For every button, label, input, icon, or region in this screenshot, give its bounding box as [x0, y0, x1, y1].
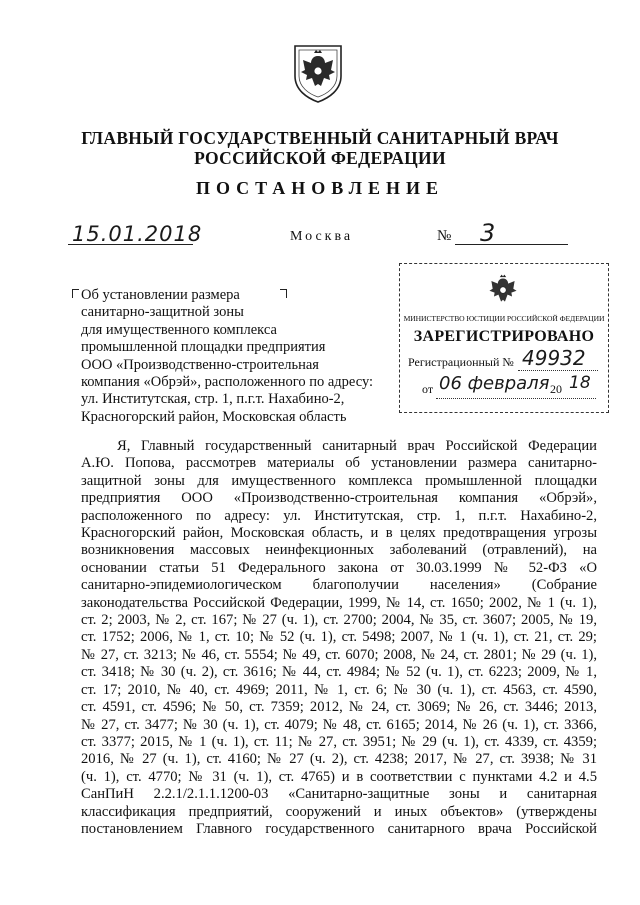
body-line: СанПиН 2.2.1/2.1.1.1200-03 «Санитарно-защитные зоны и санитарная — [81, 786, 597, 803]
body-line: № 27, ст. 3477; № 30 (ч. 1), ст. 4079; № 48, ст. 6165; 2014, № 26 (ч. 1), ст. 3366, — [81, 716, 597, 733]
document-date: 15.01.2018 — [72, 222, 203, 246]
document-number: 3 — [480, 219, 496, 247]
body-line: А.Ю. Попова, рассмотрев материалы об установлении размера санитарно- — [81, 455, 597, 472]
subject-line: санитарно-защитной зоны — [81, 304, 244, 321]
body-line: возникновения массовых неинфекционных заболеваний (отравлений), на — [81, 542, 597, 559]
body-line: 2016, № 27 (ч. 1), ст. 4160; № 27 (ч. 2), ст. 4238; 2017, № 27, ст. 3938; № 31 — [81, 751, 597, 768]
stamp-from-label: от — [422, 382, 434, 396]
body-line: классификация предприятий, сооружений и иных объектов» (утверждены — [81, 803, 597, 820]
subject-bracket-left — [72, 289, 79, 298]
body-line: № 27, ст. 3213; № 46, ст. 5554; № 49, ст. 6070; 2008, № 24, ст. 2801; № 29 (ч. 1), — [81, 646, 597, 663]
document-subject — [81, 287, 401, 426]
date-underline — [68, 244, 193, 245]
stamp-reg-number: 49932 — [522, 346, 586, 370]
issuer-title-line1: ГЛАВНЫЙ ГОСУДАРСТВЕННЫЙ САНИТАРНЫЙ ВРАЧ — [81, 128, 559, 148]
document-city: Москва — [290, 229, 354, 244]
stamp-year: 18 — [569, 373, 591, 393]
registration-stamp — [399, 263, 609, 413]
body-line: ст. 3418; № 30 (ч. 2), ст. 3616; № 44, ст. 4984; № 52 (ч. 1), ст. 6223; 2009, № 1, — [81, 664, 597, 681]
body-line: ст. 17; 2010, № 40, ст. 4969; 2011, № 1, ст. 6; № 30 (ч. 1), ст. 4563, ст. 4590, — [81, 681, 597, 698]
subject-line: Красногорский район, Московская область — [81, 408, 347, 425]
body-line: законодательства Российской Федерации, 1999, № 14, ст. 1650; 2002, № 1 (ч. 1), — [81, 594, 597, 611]
body-paragraph — [81, 438, 597, 838]
body-line: ст. 2; 2003, № 2, ст. 167; № 27 (ч. 1), ст. 2700; 2004, № 35, ст. 3607; 2005, № 19, — [81, 612, 597, 629]
number-underline — [455, 244, 568, 245]
body-line: (ч. 1), ст. 4770; № 31 (ч. 1), ст. 4765) и в соответствии с пунктами 4.2 и 4.5 — [81, 768, 597, 785]
russian-coat-of-arms-icon — [484, 272, 522, 312]
stamp-registered: ЗАРЕГИСТРИРОВАНО — [413, 328, 595, 345]
body-line: расположенного по адресу: ул. Институтская, стр. 1, п.г.т. Нахабино-2, — [81, 507, 597, 524]
subject-line: компания «Обрэй», расположенного по адресу: — [81, 374, 374, 391]
body-line: санитарно-эпидемиологическом благополучии населения» (Собрание — [81, 577, 597, 594]
stamp-reg-underline — [518, 370, 598, 371]
subject-line: промышленной площадки предприятия — [81, 339, 326, 356]
russian-coat-of-arms-icon — [289, 42, 347, 104]
number-label: № — [437, 228, 452, 244]
body-line: основании статьи 51 Федерального закона от 30.03.1999 № 52-ФЗ «О — [81, 559, 597, 576]
body-line: ст. 4591, ст. 4596; № 50, ст. 7359; 2012, № 24, ст. 3069; № 26, ст. 3446; 2013, — [81, 699, 597, 716]
body-line: защитной зоны для имущественного комплекса промышленной площадки — [81, 472, 597, 489]
body-line: постановлением Главного государственного санитарного врача Российской — [81, 820, 597, 837]
stamp-year-prefix: 20 — [550, 382, 562, 396]
document-type: ПОСТАНОВЛЕНИЕ — [195, 178, 445, 198]
body-line: ст. 3377; 2015, № 1 (ч. 1), ст. 11; № 27, ст. 3951; № 29 (ч. 1), ст. 4339, ст. 4359; — [81, 733, 597, 750]
stamp-reg-label: Регистрационный № — [408, 355, 514, 369]
body-line: ст. 1752; 2006, № 1, ст. 10; № 52 (ч. 1), ст. 5498; 2007, № 1 (ч. 1), ст. 21, ст. 29; — [81, 629, 597, 646]
issuer-title-line2: РОССИЙСКОЙ ФЕДЕРАЦИИ — [194, 148, 446, 168]
subject-line: Об установлении размера — [81, 287, 240, 303]
stamp-date-underline — [436, 398, 596, 399]
subject-line: для имущественного комплекса — [81, 321, 277, 338]
body-line: Я, Главный государственный санитарный врач Российской Федерации — [117, 438, 597, 454]
subject-line: ООО «Производственно-строительная — [81, 356, 319, 373]
stamp-ministry: МИНИСТЕРСТВО ЮСТИЦИИ РОССИЙСКОЙ ФЕДЕРАЦИИ — [403, 314, 605, 323]
body-line: Красногорский район, Московская область, и в целях предотвращения угрозы — [81, 525, 597, 542]
stamp-reg-date: 06 февраля — [439, 373, 550, 394]
subject-line: ул. Институтская, стр. 1, п.г.т. Нахабино-2, — [81, 391, 345, 408]
body-line: предприятия ООО «Производственно-строительная компания «Обрэй», — [81, 490, 597, 507]
